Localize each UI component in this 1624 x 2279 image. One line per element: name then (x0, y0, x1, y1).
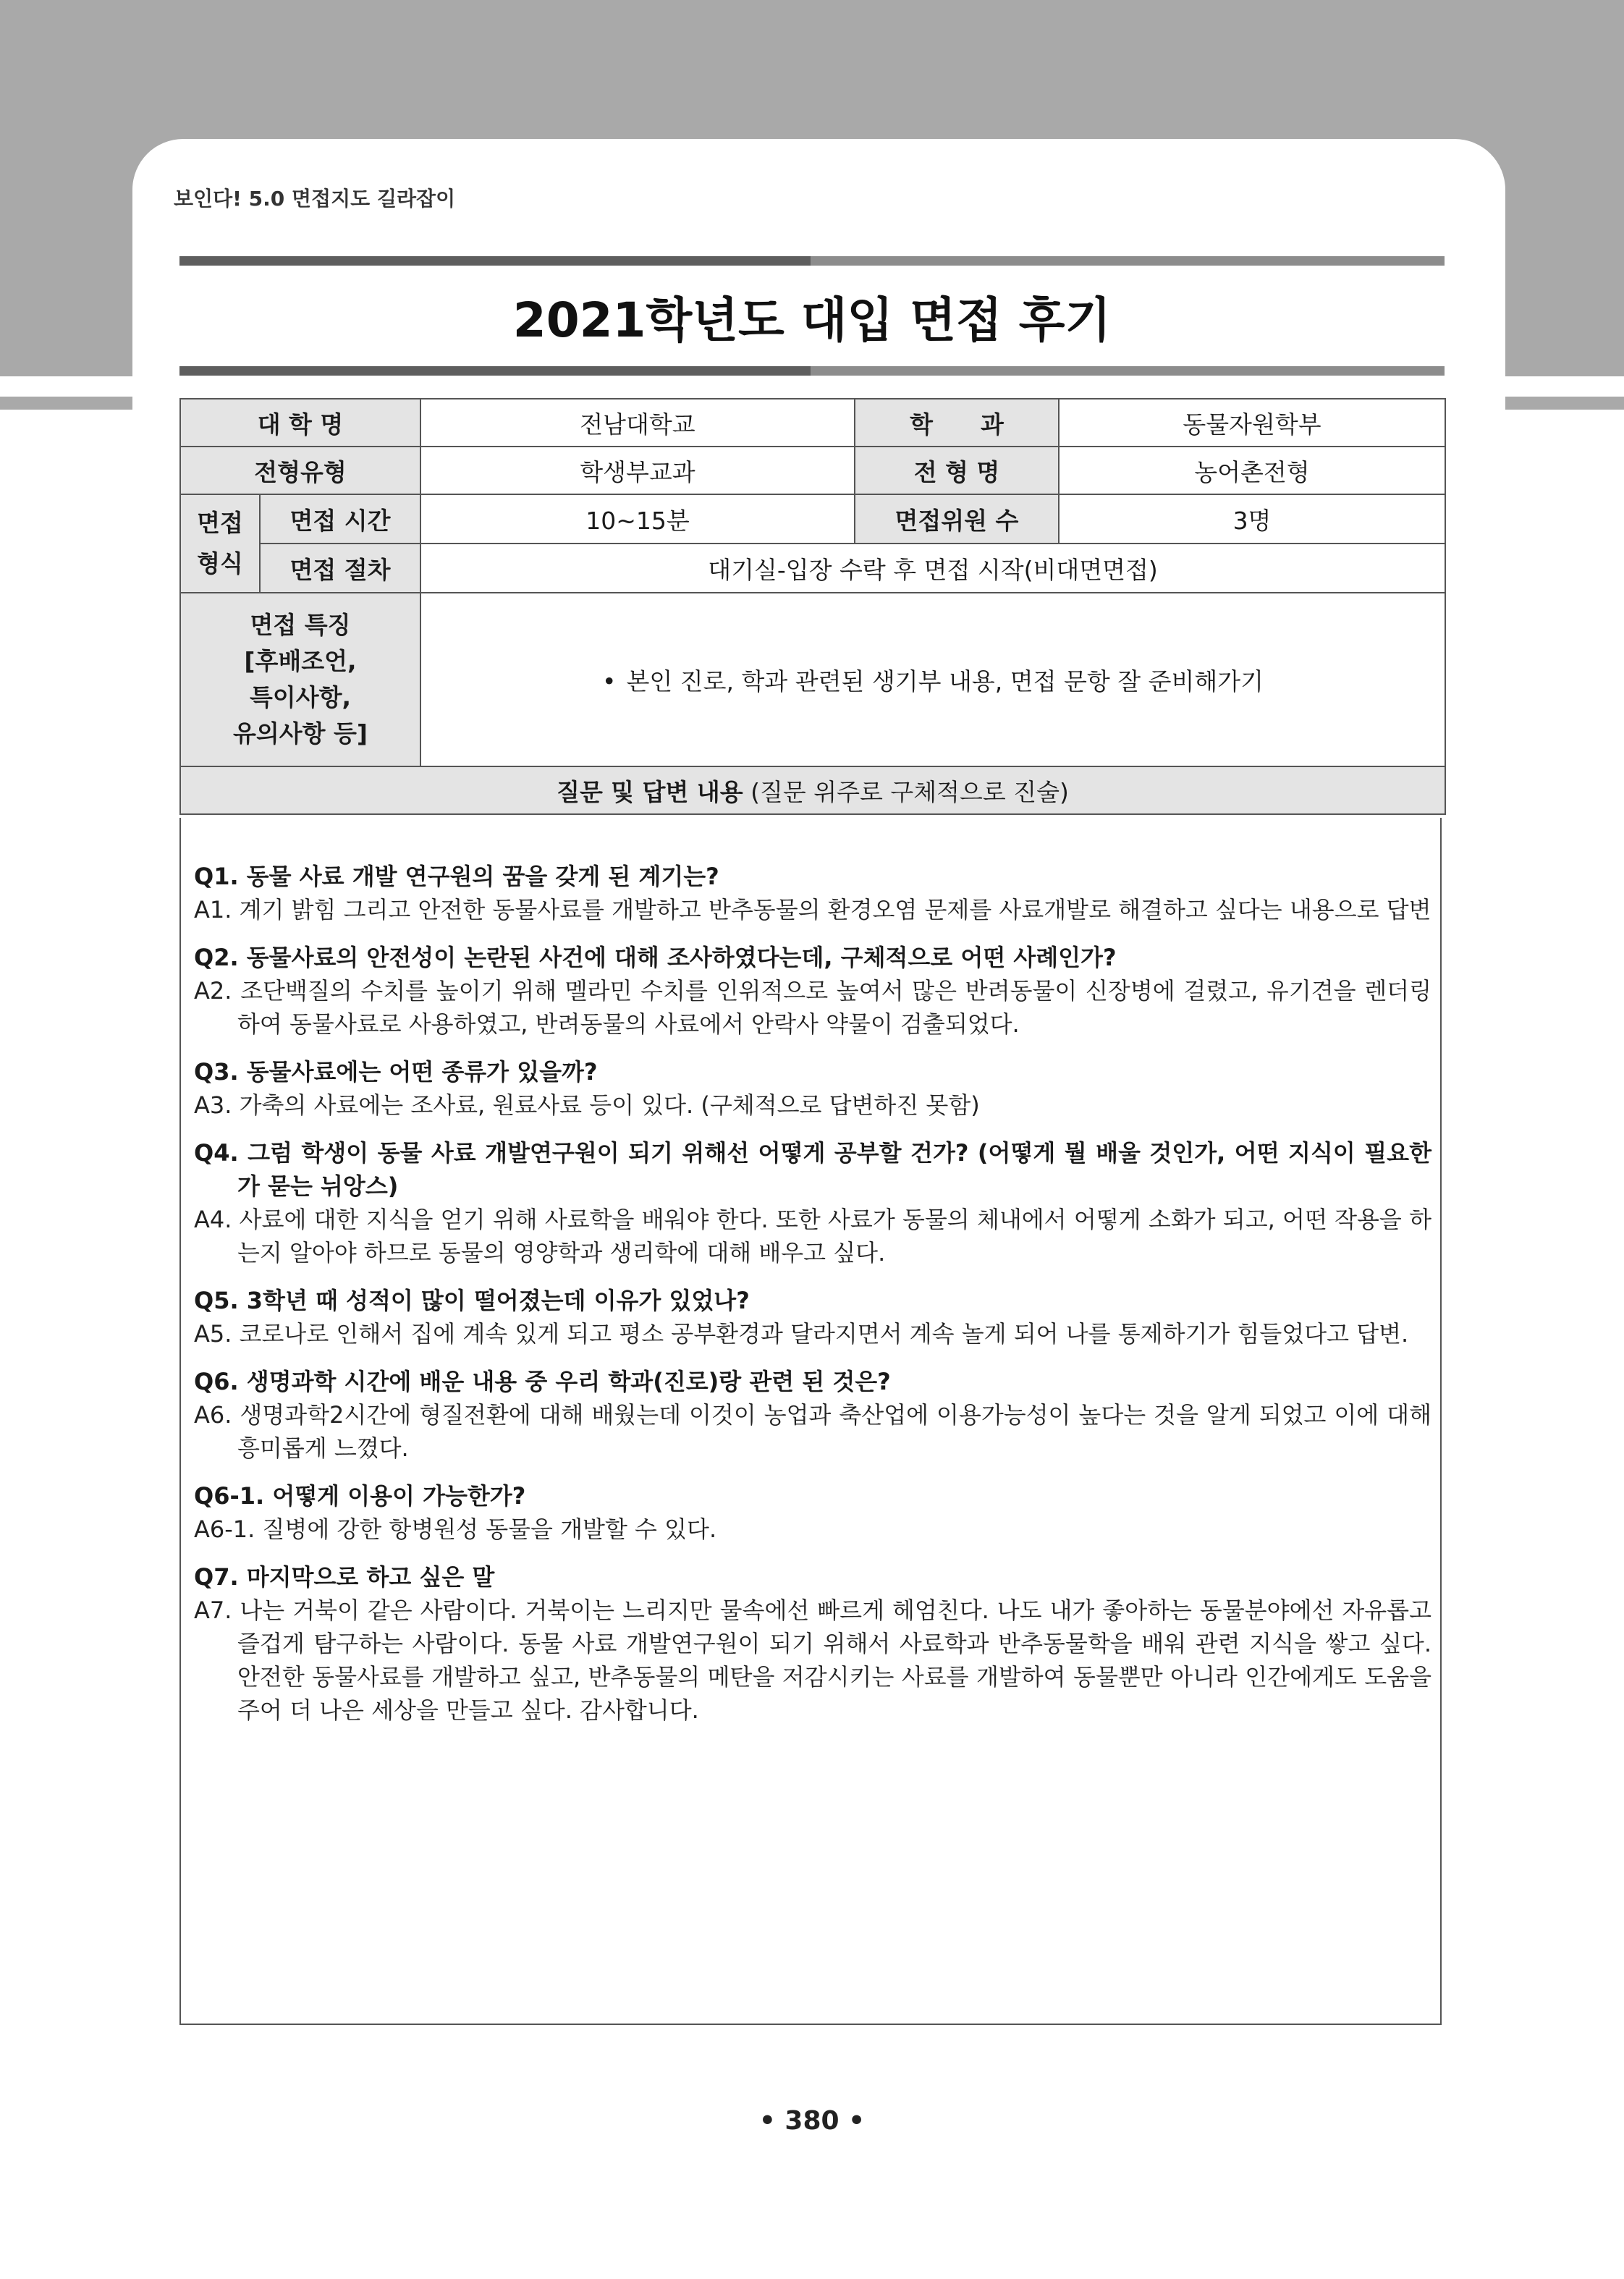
question: Q2. 동물사료의 안전성이 논란된 사건에 대해 조사하였다는데, 구체적으로 어떤 사례인가? (194, 944, 1117, 971)
answer: A3. 가축의 사료에는 조사료, 원료사료 등이 있다. (구체적으로 답변하진 못함) (194, 1091, 980, 1119)
right-side-strip (1505, 397, 1624, 410)
title-rule-bottom (179, 366, 1445, 376)
left-side-strip (0, 397, 132, 410)
page-title: 2021학년도 대입 면접 후기 (512, 292, 1112, 348)
qa-item-q6-1 (194, 1479, 1431, 1546)
track-name-label: 전 형 명 (855, 447, 1059, 494)
duration-value: 10~15분 (420, 494, 855, 544)
answer: A6-1. 질병에 강한 항병원성 동물을 개발할 수 있다. (194, 1515, 717, 1543)
procedure-label: 면접 절차 (260, 544, 420, 593)
features-label: 면접 특징 [후배조언, 특이사항, 유의사항 등] (180, 593, 420, 766)
page-number: • 380 • (758, 2106, 866, 2136)
panel-count-label: 면접위원 수 (855, 494, 1059, 544)
qa-item-q5 (194, 1284, 1431, 1350)
university-value: 전남대학교 (420, 399, 855, 447)
qa-item-q2 (194, 941, 1431, 1041)
answer: A4. 사료에 대한 지식을 얻기 위해 사료학을 배워야 한다. 또한 사료가 동물의 체내에서 어떻게 소화가 되고, 어떤 작용을 하는지 알아야 하므로 동물의 영양학과 생리학에 대해 배우고 싶다. (194, 1206, 1431, 1267)
answer: A7. 나는 거북이 같은 사람이다. 거북이는 느리지만 물속에선 빠르게 헤엄친다. 나도 내가 좋아하는 동물분야에선 자유롭고 즐겁게 탐구하는 사람이다. 동물 사료 개발연구원이 되기 위해서 사료학과 반추동물학을 배워 관련 지식을 쌓고 싶다. 안전한 동물사료를 개발하고 싶고, 반추동물의 메탄을 저감시키는 사료를 개발하여 동물뿐만 아니라 인간에게도 도움을 주어 더 나은 세상을 만들고 싶다. 감사합니다. (194, 1597, 1431, 1724)
qa-item-q1 (194, 860, 1431, 926)
qa-heading-title: 질문 및 답변 내용 (557, 777, 743, 806)
features-value: 본인 진로, 학과 관련된 생기부 내용, 면접 문항 잘 준비해가기 (626, 667, 1264, 695)
university-label: 대 학 명 (180, 399, 420, 447)
title-rule-top (179, 256, 1445, 266)
qa-item-q3 (194, 1055, 1431, 1122)
duration-label: 면접 시간 (260, 494, 420, 544)
qa-item-q4 (194, 1136, 1431, 1269)
bullet-icon: • (602, 667, 617, 695)
panel-count-value: 3명 (1059, 494, 1445, 544)
department-value: 동물자원학부 (1059, 399, 1445, 447)
admission-type-value: 학생부교과 (420, 447, 855, 494)
answer: A5. 코로나로 인해서 집에 계속 있게 되고 평소 공부환경과 달라지면서 계속 놀게 되어 나를 통제하기가 힘들었다고 답변. (194, 1320, 1409, 1348)
qa-list (194, 860, 1431, 1741)
qa-section-heading (180, 766, 1445, 814)
qa-heading-note: (질문 위주로 구체적으로 진술) (743, 777, 1069, 806)
track-name-value: 농어촌전형 (1059, 447, 1445, 494)
interview-format-label: 면접 형식 (180, 494, 260, 593)
interview-info-table (179, 398, 1446, 815)
features-cell (420, 593, 1445, 766)
admission-type-label: 전형유형 (180, 447, 420, 494)
procedure-value: 대기실-입장 수락 후 면접 시작(비대면면접) (420, 544, 1445, 593)
question: Q6. 생명과학 시간에 배운 내용 중 우리 학과(진로)랑 관련 된 것은? (194, 1368, 891, 1395)
question: Q6-1. 어떻게 이용이 가능한가? (194, 1482, 526, 1510)
answer: A1. 계기 밝힘 그리고 안전한 동물사료를 개발하고 반추동물의 환경오염 문제를 사료개발로 해결하고 싶다는 내용으로 답변 (194, 896, 1431, 923)
answer: A6. 생명과학2시간에 형질전환에 대해 배웠는데 이것이 농업과 축산업에 이용가능성이 높다는 것을 알게 되었고 이에 대해 흥미롭게 느꼈다. (194, 1401, 1431, 1462)
qa-item-q7 (194, 1560, 1431, 1727)
running-head: 보인다! 5.0 면접지도 길라잡이 (174, 187, 456, 211)
question: Q3. 동물사료에는 어떤 종류가 있을까? (194, 1058, 598, 1086)
answer: A2. 조단백질의 수치를 높이기 위해 멜라민 수치를 인위적으로 높여서 많은 반려동물이 신장병에 걸렸고, 유기견을 렌더링하여 동물사료로 사용하였고, 반려동물의 사료에서 안락사 약물이 검출되었다. (194, 977, 1431, 1038)
question: Q1. 동물 사료 개발 연구원의 꿈을 갖게 된 계기는? (194, 863, 719, 890)
question: Q4. 그럼 학생이 동물 사료 개발연구원이 되기 위해선 어떻게 공부할 건가? (어떻게 뭘 배울 것인가, 어떤 지식이 필요한가 묻는 뉘앙스) (194, 1139, 1431, 1200)
question: Q7. 마지막으로 하고 싶은 말 (194, 1563, 495, 1591)
question: Q5. 3학년 때 성적이 많이 떨어졌는데 이유가 있었나? (194, 1287, 750, 1314)
department-label: 학 과 (855, 399, 1059, 447)
qa-item-q6 (194, 1365, 1431, 1465)
